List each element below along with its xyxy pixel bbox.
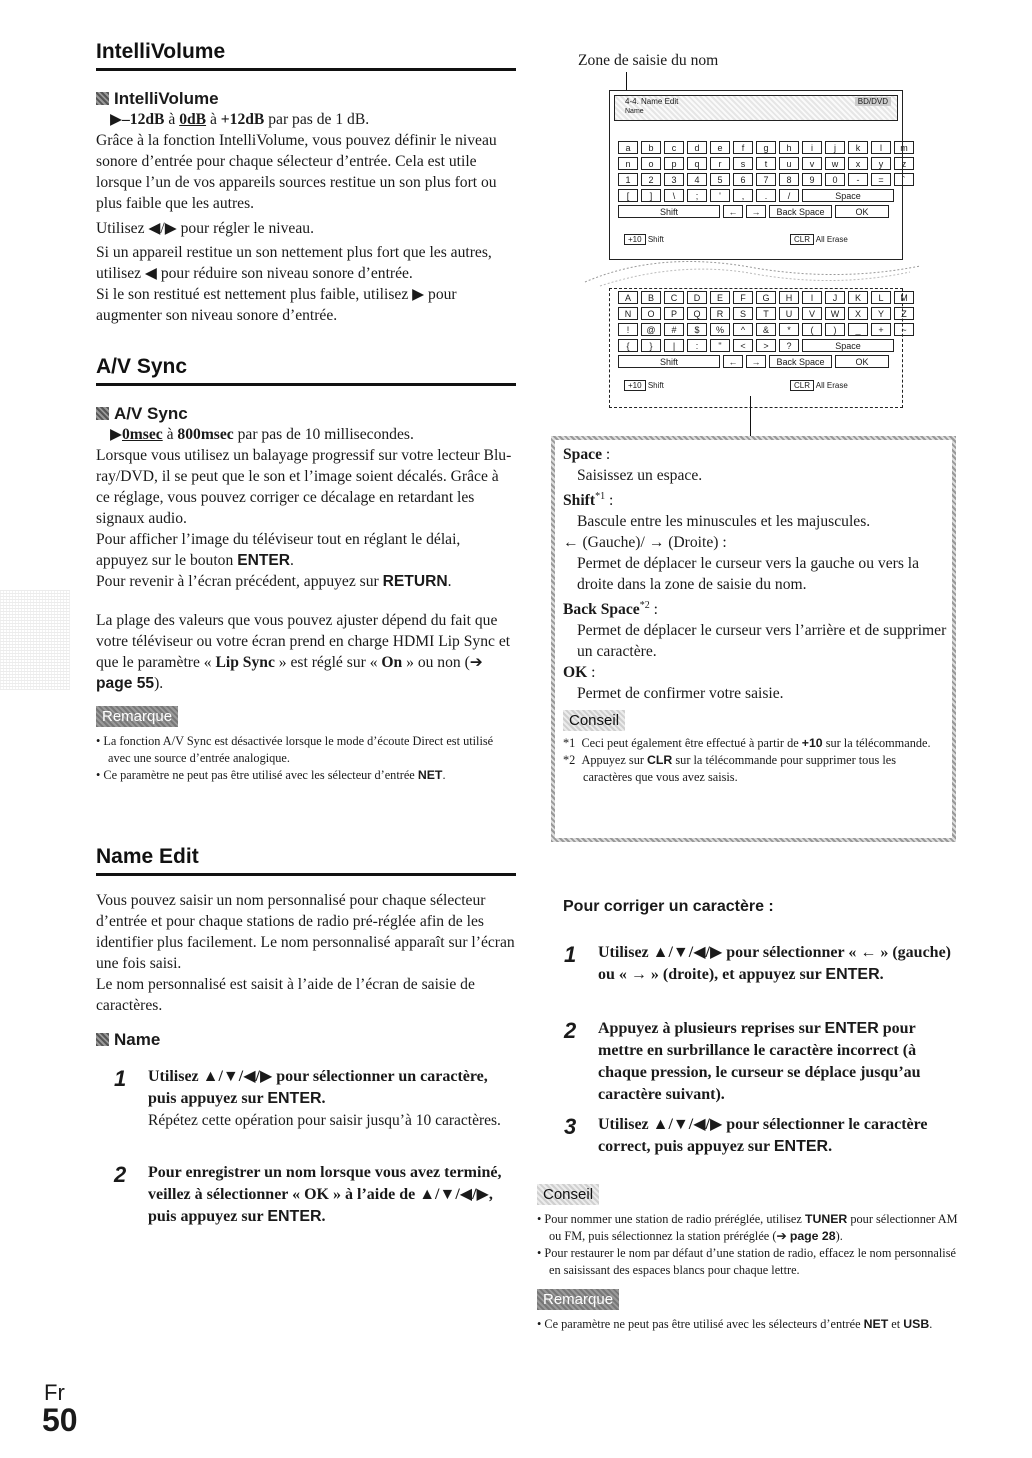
key[interactable]: x: [848, 157, 868, 170]
footnote-2: *2 Appuyez sur CLR sur la télécommande pour supprimer tous les caractères que vous avez saisis.: [563, 753, 896, 785]
key[interactable]: d: [687, 141, 707, 154]
key[interactable]: c: [664, 141, 684, 154]
key[interactable]: 1: [618, 173, 638, 186]
arrows-term: ← (Gauche)/ → (Droite) :: [563, 534, 727, 552]
step-number: 3: [564, 1114, 577, 1139]
step-number: 1: [114, 1066, 127, 1091]
shift-term: Shift$^{*1}$ :: [563, 491, 614, 510]
range-line: ▶–12dB à 0dB à +12dB par pas de 1 dB.: [110, 111, 370, 128]
key[interactable]: ): [825, 323, 845, 336]
key[interactable]: t: [756, 157, 776, 170]
key[interactable]: #: [664, 323, 684, 336]
key[interactable]: 8: [779, 173, 799, 186]
key[interactable]: j: [825, 141, 845, 154]
key[interactable]: `: [894, 173, 914, 186]
backspace-term: Back Space$^{*2}$ :: [563, 600, 658, 619]
clr-hint: CLR All Erase: [790, 381, 848, 390]
key[interactable]: ^: [733, 323, 753, 336]
key[interactable]: O: [641, 307, 661, 320]
paragraph: Si un appareil restitue un son nettement plus fort que les autres, utilisez ◀ pour réduire son niveau sonore d’entrée.: [96, 244, 492, 282]
key[interactable]: [: [618, 189, 638, 202]
key[interactable]: F: [733, 291, 753, 304]
key[interactable]: ": [710, 339, 730, 352]
info-box: [563, 444, 947, 786]
key[interactable]: H: [779, 291, 799, 304]
paragraph: Si le son restitué est nettement plus faible, utilisez ▶ pour augmenter son niveau sonore d’entrée.: [96, 286, 457, 324]
key[interactable]: R: [710, 307, 730, 320]
ok-key[interactable]: OK: [835, 205, 889, 218]
key[interactable]: <: [733, 339, 753, 352]
key[interactable]: 6: [733, 173, 753, 186]
key[interactable]: V: [802, 307, 822, 320]
key-row: [618, 173, 914, 186]
key[interactable]: B: [641, 291, 661, 304]
key-row: [618, 339, 894, 352]
key[interactable]: h: [779, 141, 799, 154]
key[interactable]: b: [641, 141, 661, 154]
key[interactable]: Y: [871, 307, 891, 320]
key[interactable]: l: [871, 141, 891, 154]
left-arrow-key[interactable]: ←: [723, 355, 743, 368]
key[interactable]: X: [848, 307, 868, 320]
conseil-badge: Conseil: [537, 1184, 599, 1205]
key[interactable]: W: [825, 307, 845, 320]
key-row: [618, 307, 914, 320]
key[interactable]: $: [687, 323, 707, 336]
key[interactable]: D: [687, 291, 707, 304]
key[interactable]: ,: [733, 189, 753, 202]
key-row: [618, 189, 894, 202]
key[interactable]: N: [618, 307, 638, 320]
key[interactable]: |: [664, 339, 684, 352]
key[interactable]: f: [733, 141, 753, 154]
nameedit-section: [96, 845, 516, 1050]
definition: Bascule entre les minuscules et les majuscules.: [577, 513, 871, 531]
footnote-1: *1 Ceci peut également être effectué à partir de +10 sur la télécommande.: [563, 736, 931, 751]
note-list: [537, 1316, 962, 1333]
shift-hint: +10 Shift: [624, 235, 664, 244]
space-key[interactable]: Space: [802, 189, 894, 202]
key[interactable]: *: [779, 323, 799, 336]
definition: Permet de déplacer le curseur vers l’arrière et de supprimer un caractère.: [577, 622, 947, 661]
step-text: Utilisez ▲/▼/◀/▶ pour sélectionner le caractère correct, puis appuyez sur ENTER.: [598, 1116, 928, 1155]
avsync-section: [96, 355, 516, 784]
key[interactable]: 3: [664, 173, 684, 186]
key[interactable]: 4: [687, 173, 707, 186]
key-row: [618, 323, 914, 336]
space-term: Space :: [563, 446, 611, 463]
definition: Permet de confirmer votre saisie.: [577, 685, 784, 703]
key[interactable]: S: [733, 307, 753, 320]
tip-item: • Pour restaurer le nom par défaut d’une station de radio, effacez le nom personnalisé en saisissant des espaces blancs pour chaque lettre.: [537, 1246, 956, 1277]
key[interactable]: g: [756, 141, 776, 154]
key[interactable]: ?: [779, 339, 799, 352]
tip-item: • Pour nommer une station de radio préréglée, utilisez TUNER pour sélectionner AM ou FM, puis sélectionnez la station préréglée (➔ page 28).: [537, 1212, 958, 1243]
paragraph: Vous pouvez saisir un nom personnalisé pour chaque sélecteur d’entrée et pour chaque stations de radio pré-réglée afin de les identifier plus facilement. Le nom personnalisé apparaît sur l’écran une fois saisi.: [96, 892, 515, 972]
key[interactable]: K: [848, 291, 868, 304]
paragraph: Le nom personnalisé est saisit à l’aide de l’écran de saisie de caractères.: [96, 976, 475, 1014]
box-connector: [750, 396, 751, 438]
square-bullet-icon: [96, 1033, 109, 1046]
key-row: [618, 157, 914, 170]
key[interactable]: U: [779, 307, 799, 320]
key[interactable]: /: [779, 189, 799, 202]
backspace-key[interactable]: Back Space: [769, 355, 832, 368]
key[interactable]: Z: [894, 307, 914, 320]
key[interactable]: P: [664, 307, 684, 320]
paragraph: Grâce à la fonction IntelliVolume, vous pouvez définir le niveau sonore d’entrée pour chaque sélecteur d’entrée. Cela est utile lorsque l’un de vos appareils sources restitue un son plus fort ou plus faible que les autres.: [96, 132, 497, 212]
page-number: 50: [42, 1402, 78, 1438]
clr-hint: CLR All Erase: [790, 235, 848, 244]
key[interactable]: q: [687, 157, 707, 170]
space-key[interactable]: Space: [802, 339, 894, 352]
key[interactable]: ;: [687, 189, 707, 202]
key[interactable]: z: [894, 157, 914, 170]
key[interactable]: =: [871, 173, 891, 186]
section-heading: Name Edit: [96, 845, 516, 876]
step-text: Utilisez ▲/▼/◀/▶ pour sélectionner « ← » (gauche) ou « → » (droite), et appuyez sur ENTER.: [598, 944, 951, 983]
tip-list: [537, 1211, 962, 1279]
keyboard-upper: [609, 288, 908, 408]
key[interactable]: !: [618, 323, 638, 336]
key[interactable]: {: [618, 339, 638, 352]
key[interactable]: -: [848, 173, 868, 186]
step-2: [114, 1162, 514, 1228]
square-bullet-icon: [96, 92, 109, 105]
key[interactable]: A: [618, 291, 638, 304]
correct-tips: [537, 1184, 962, 1333]
keyboard-lower: [609, 90, 908, 260]
step-1: [114, 1066, 514, 1131]
step-number: 1: [564, 942, 577, 967]
correct-step-2: [564, 1018, 964, 1106]
subheading: A/V Sync: [96, 404, 516, 424]
key[interactable]: 5: [710, 173, 730, 186]
conseil-badge: Conseil: [563, 710, 625, 731]
key[interactable]: J: [825, 291, 845, 304]
paragraph: Pour afficher l’image du téléviseur tout en réglant le délai, appuyez sur le bouton ENTER.: [96, 531, 461, 569]
key-row: [618, 355, 889, 368]
key[interactable]: k: [848, 141, 868, 154]
key[interactable]: 9: [802, 173, 822, 186]
margin-texture: [0, 590, 70, 690]
step-number: 2: [564, 1018, 577, 1043]
key[interactable]: >: [756, 339, 776, 352]
key[interactable]: o: [641, 157, 661, 170]
key[interactable]: .: [756, 189, 776, 202]
diagram-caption: Zone de saisie du nom: [578, 52, 719, 69]
key[interactable]: 2: [641, 173, 661, 186]
note-item: • La fonction A/V Sync est désactivée lorsque le mode d’écoute Direct est utilisé avec une source d’entrée analogique.: [96, 734, 494, 765]
correct-step-3: [564, 1114, 964, 1158]
key[interactable]: T: [756, 307, 776, 320]
shift-hint: +10 Shift: [624, 381, 664, 390]
language-code: Fr: [44, 1380, 65, 1405]
key[interactable]: 0: [825, 173, 845, 186]
key[interactable]: L: [871, 291, 891, 304]
paragraph: Lorsque vous utilisez un balayage progressif sur votre lecteur Blu-ray/DVD, il se peut que le son et l’image soient décalés. Grâce à ce réglage, vous pouvez corriger ce décalage en retardant les signaux audio.: [96, 447, 512, 527]
note-item: • Ce paramètre ne peut pas être utilisé avec les sélecteur d’entrée NET.: [96, 768, 446, 782]
subheading: IntelliVolume: [96, 89, 516, 109]
title-bar: 4-4. Name Edit Name BD/DVD: [614, 95, 898, 121]
right-arrow-key[interactable]: →: [746, 205, 766, 218]
key-row: [618, 291, 914, 304]
key[interactable]: ]: [641, 189, 661, 202]
paragraph: Utilisez ◀/▶ pour régler le niveau.: [96, 220, 314, 237]
key[interactable]: (: [802, 323, 822, 336]
key[interactable]: Q: [687, 307, 707, 320]
key[interactable]: M: [894, 291, 914, 304]
key[interactable]: +: [871, 323, 891, 336]
key[interactable]: }: [641, 339, 661, 352]
correct-step-1: [564, 942, 964, 986]
note-list: [96, 733, 516, 784]
right-arrow-key[interactable]: →: [746, 355, 766, 368]
key[interactable]: 7: [756, 173, 776, 186]
ok-term: OK :: [563, 664, 596, 682]
key[interactable]: n: [618, 157, 638, 170]
step-text: Utilisez ▲/▼/◀/▶ pour sélectionner un caractère, puis appuyez sur ENTER.: [148, 1068, 488, 1107]
definition: Permet de déplacer le curseur vers la gauche ou vers la droite dans la zone de saisie du nom.: [577, 555, 920, 594]
shift-key[interactable]: Shift: [618, 205, 720, 218]
key[interactable]: v: [802, 157, 822, 170]
section-heading: A/V Sync: [96, 355, 516, 386]
step-number: 2: [114, 1162, 127, 1187]
key[interactable]: ~: [894, 323, 914, 336]
key[interactable]: w: [825, 157, 845, 170]
key[interactable]: _: [848, 323, 868, 336]
key[interactable]: r: [710, 157, 730, 170]
step-subtext: Répétez cette opération pour saisir jusqu’à 10 caractères.: [148, 1112, 501, 1129]
key[interactable]: E: [710, 291, 730, 304]
step-text: Pour enregistrer un nom lorsque vous avez terminé, veillez à sélectionner « OK » à l’aide de ▲/▼/◀/▶, puis appuyez sur ENTER.: [148, 1164, 502, 1225]
note-item: • Ce paramètre ne peut pas être utilisé avec les sélecteurs d’entrée NET et USB.: [537, 1317, 933, 1331]
backspace-key[interactable]: Back Space: [769, 205, 832, 218]
key[interactable]: %: [710, 323, 730, 336]
square-bullet-icon: [96, 407, 109, 420]
intellivolume-section: [96, 40, 516, 326]
key[interactable]: s: [733, 157, 753, 170]
key[interactable]: :: [687, 339, 707, 352]
left-arrow-key[interactable]: ←: [723, 205, 743, 218]
correct-heading: Pour corriger un caractère :: [563, 898, 774, 915]
key[interactable]: &: [756, 323, 776, 336]
key[interactable]: i: [802, 141, 822, 154]
remark-badge: Remarque: [537, 1289, 619, 1310]
definition: Saisissez un espace.: [577, 467, 703, 484]
key[interactable]: \: [664, 189, 684, 202]
key-row: [618, 141, 914, 154]
shift-key[interactable]: Shift: [618, 355, 720, 368]
key[interactable]: ': [710, 189, 730, 202]
key[interactable]: u: [779, 157, 799, 170]
range-line: ▶0msec à 800msec par pas de 10 millisecondes.: [110, 426, 414, 443]
key[interactable]: @: [641, 323, 661, 336]
ok-key[interactable]: OK: [835, 355, 889, 368]
key[interactable]: C: [664, 291, 684, 304]
key[interactable]: e: [710, 141, 730, 154]
key[interactable]: y: [871, 157, 891, 170]
remark-badge: Remarque: [96, 706, 178, 727]
key[interactable]: I: [802, 291, 822, 304]
tear-lines: [580, 252, 925, 292]
section-heading: IntelliVolume: [96, 40, 516, 71]
key[interactable]: G: [756, 291, 776, 304]
subheading: Name: [96, 1030, 516, 1050]
paragraph: La plage des valeurs que vous pouvez ajuster dépend du fait que votre téléviseur ou votre écran prend en charge HDMI Lip Sync et que le paramètre « Lip Sync » est réglé sur « On » ou non (➔ page 55).: [96, 612, 511, 692]
key-row: [618, 205, 889, 218]
key[interactable]: p: [664, 157, 684, 170]
key[interactable]: a: [618, 141, 638, 154]
step-text: Appuyez à plusieurs reprises sur ENTER pour mettre en surbrillance le caractère incorrect (à chaque pression, le curseur se déplace jusqu’au caractère suivant).: [598, 1020, 921, 1103]
key[interactable]: m: [894, 141, 914, 154]
paragraph: Pour revenir à l’écran précédent, appuyez sur RETURN.: [96, 573, 452, 590]
